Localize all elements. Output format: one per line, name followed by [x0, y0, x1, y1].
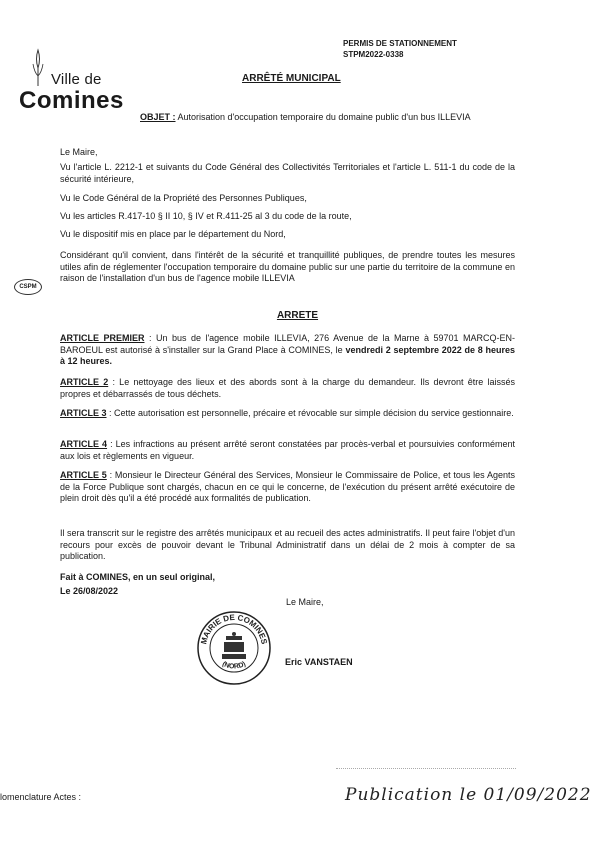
article-2-label: ARTICLE 2	[60, 377, 109, 387]
article-3-label: ARTICLE 3	[60, 408, 107, 418]
vu-paragraph-3: Vu les articles R.417-10 § II 10, § IV et R.411-25 al 3 du code de la route,	[60, 211, 352, 221]
article-5	[60, 470, 515, 505]
article-5-text: : Monsieur le Directeur Général des Services, Monsieur le Commissaire de Police, et tous les Agents de la Force Publique sont chargés, chacun en ce qui le concerne, de l'exécution du présent arrêté exécutoire de plein droit dès qu'il a été procédé aux formalités de publication.	[60, 470, 515, 503]
mayor-name: Eric VANSTAEN	[285, 657, 353, 667]
svg-text:MAIRIE DE COMINES	[199, 613, 269, 646]
logo-comines: Comines	[19, 87, 124, 114]
objet-label: OBJET :	[140, 112, 176, 122]
article-4-label: ARTICLE 4	[60, 439, 108, 449]
article-3	[60, 408, 515, 420]
article-5-label: ARTICLE 5	[60, 470, 107, 480]
seal-text-bottom: (NORD)	[220, 660, 248, 671]
article-4-text: : Les infractions au présent arrêté seront constatées par procès-verbal et poursuivies conformément aux lois et règlements en vigueur.	[60, 439, 515, 461]
article-2	[60, 377, 515, 400]
vu-paragraph-4: Vu le dispositif mis en place par le département du Nord,	[60, 229, 286, 239]
article-3-text: : Cette autorisation est personnelle, précaire et révocable sur simple décision du service gestionnaire.	[106, 408, 514, 418]
article-1-date: vendredi 2 septembre 2022 de 8 heures à 12 heures.	[60, 344, 515, 366]
fleur-logo-icon	[30, 48, 46, 88]
transcription-paragraph: Il sera transcrit sur le registre des arrêtés municipaux et au recueil des actes administratifs. Il peut faire l'objet d'un recours pour excès de pouvoir devant le Tribunal Administratif dans un délai de 2 mois à compter de sa publication.	[60, 528, 515, 561]
permit-number: STPM2022-0338	[343, 50, 404, 59]
document-title: ARRÊTÉ MUNICIPAL	[242, 73, 341, 84]
signature-title: Le Maire,	[286, 597, 324, 607]
signature-date: Le 26/08/2022	[60, 586, 119, 596]
permit-type: PERMIS DE STATIONNEMENT	[343, 39, 457, 48]
cspm-stamp: CSPM	[14, 279, 42, 295]
article-2-text: : Le nettoyage des lieux et des abords sont à la charge du demandeur. Ils devront être laissés propres et débarrassés de tous déchets.	[60, 377, 515, 399]
article-4	[60, 439, 515, 462]
vu-paragraph-2: Vu le Code Général de la Propriété des Personnes Publiques,	[60, 193, 307, 203]
nomenclature-label: lomenclature Actes :	[0, 792, 82, 802]
article-1-label: ARTICLE PREMIER	[60, 333, 145, 343]
svg-text:(NORD)	[221, 661, 247, 671]
objet-text: Autorisation d'occupation temporaire du domaine public d'un bus ILLEVIA	[175, 112, 471, 122]
publication-handwritten-note: Publication le 01/09/2022	[345, 785, 592, 805]
article-1-text: : Un bus de l'agence mobile ILLEVIA, 276 Avenue de la Marne à 59701 MARCQ-EN-BAROEUL est autorisé à s'installer sur la Grand Place à COMINES, le	[60, 333, 515, 355]
vu-paragraph-1: Vu l'article L. 2212-1 et suivants du Code Général des Collectivités Territoriales et l'article L. 511-1 du code de la sécurité intérieure,	[60, 162, 515, 184]
seal-text-top: MAIRIE DE COMINES	[199, 612, 269, 646]
considerant-paragraph: Considérant qu'il convient, dans l'intérêt de la sécurité et tranquillité publiques, de prendre toutes les mesures utiles afin de réglementer l'occupation temporaire du domaine public sur une partie du territoire de la commune en raison de l'installation d'un bus de l'agence mobile ILLEVIA	[60, 250, 515, 283]
mairie-seal-icon	[196, 610, 272, 686]
fait-a: Fait à COMINES, en un seul original,	[60, 572, 216, 582]
article-1	[60, 333, 515, 368]
le-maire-intro: Le Maire,	[60, 147, 98, 157]
logo-ville-de: Ville de	[51, 71, 102, 88]
arrete-heading: ARRETE	[276, 310, 319, 321]
objet-block	[140, 112, 510, 123]
scan-divider	[336, 768, 516, 770]
